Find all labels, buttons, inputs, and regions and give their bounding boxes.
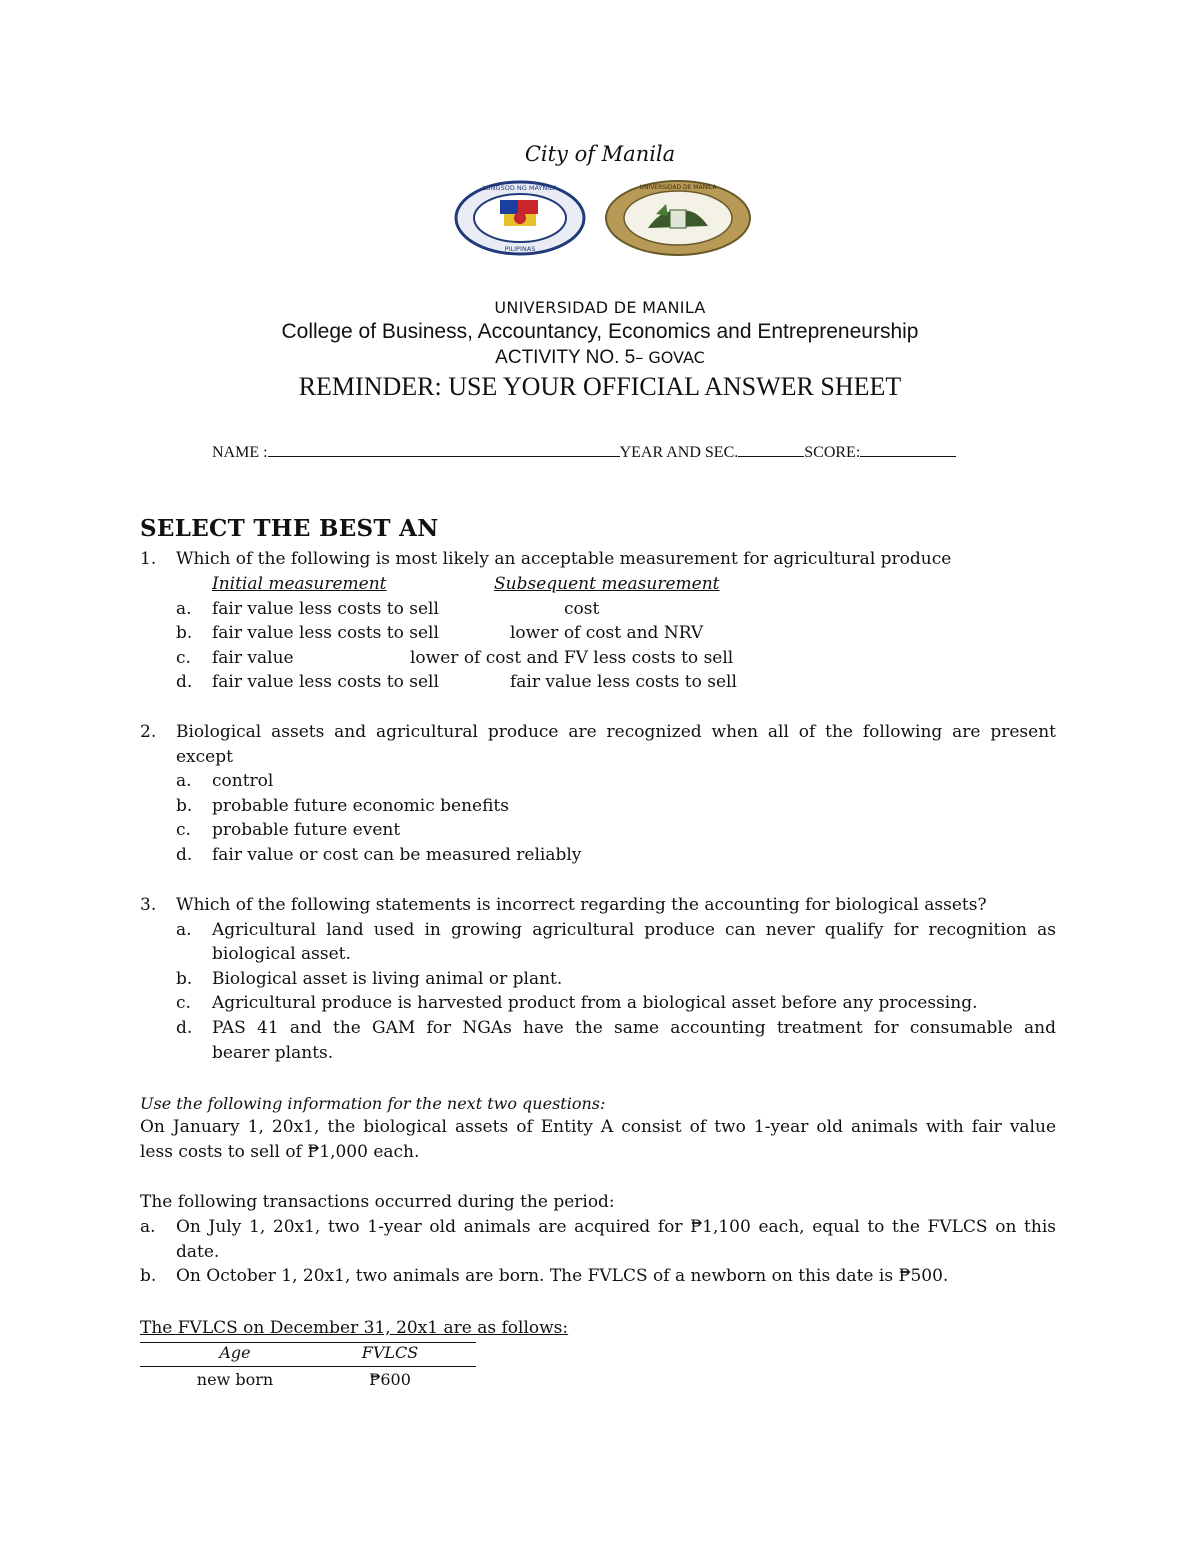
option-text: control — [212, 771, 274, 791]
option-letter: c. — [176, 820, 191, 840]
city-of-manila-seal-icon — [456, 182, 584, 254]
year-sec-field[interactable] — [738, 442, 804, 457]
svg-text:UNIVERSIDAD DE MANILA: UNIVERSIDAD DE MANILA — [639, 184, 717, 191]
option-initial: fair value less costs to sell — [212, 672, 439, 692]
svg-text:LUNGSOD NG MAYNILA: LUNGSOD NG MAYNILA — [482, 184, 558, 192]
option-initial: fair value less costs to sell — [212, 599, 439, 619]
svg-text:PILIPINAS: PILIPINAS — [504, 245, 536, 253]
name-field[interactable] — [268, 442, 620, 457]
option-letter: c. — [176, 993, 191, 1013]
question-text: Which of the following is most likely an acceptable measurement for agricultural produce — [176, 549, 952, 569]
transactions-intro: The following transactions occurred during the period: — [140, 1192, 615, 1212]
table-cell-age: new born — [196, 1370, 274, 1389]
option-text: probable future economic benefits — [212, 796, 509, 816]
option-letter: b. — [176, 969, 193, 989]
student-info-row — [212, 442, 956, 462]
name-label: NAME : — [212, 444, 268, 461]
info-paragraph: On January 1, 20x1, the biological assets of Entity A consist of two 1-year old animals with fair value — [140, 1117, 1056, 1137]
question-number: 2. — [140, 722, 157, 742]
college-name: College of Business, Accountancy, Economics and Entrepreneurship — [281, 320, 919, 343]
option-letter: d. — [176, 1018, 193, 1038]
question-text-cont: except — [176, 747, 233, 767]
info-intro: Use the following information for the next two questions: — [140, 1094, 606, 1113]
transaction-text: On July 1, 20x1, two 1-year old animals are acquired for ₱1,100 each, equal to the FVLCS on this — [176, 1217, 1056, 1237]
option-letter: d. — [176, 845, 193, 865]
option-letter: b. — [176, 796, 193, 816]
transaction-text-cont: date. — [176, 1242, 220, 1262]
option-text-cont: bearer plants. — [212, 1043, 334, 1063]
option-text: probable future event — [212, 820, 401, 840]
table-cell-fvlcs: ₱600 — [369, 1370, 411, 1389]
activity-sub: – GOVAC — [635, 348, 705, 367]
table-header-fvlcs: FVLCS — [361, 1343, 419, 1362]
universidad-de-manila-seal-icon — [606, 181, 750, 255]
option-text: Biological asset is living animal or plant. — [212, 969, 563, 989]
transaction-letter: b. — [140, 1266, 157, 1286]
column-header-initial: Initial measurement — [212, 574, 387, 594]
activity-main: ACTIVITY NO. 5 — [495, 347, 636, 368]
question-number: 3. — [140, 895, 157, 915]
option-letter: d. — [176, 672, 193, 692]
option-letter: b. — [176, 623, 193, 643]
option-initial: fair value less costs to sell — [212, 623, 439, 643]
transaction-text: On October 1, 20x1, two animals are born. The FVLCS of a newborn on this date is ₱500. — [176, 1266, 949, 1286]
city-title: City of Manila — [524, 142, 676, 166]
option-letter: a. — [176, 771, 192, 791]
question-text: Biological assets and agricultural produce are recognized when all of the following are present — [176, 722, 1056, 742]
university-name: UNIVERSIDAD DE MANILA — [494, 298, 706, 317]
option-text-cont: biological asset. — [212, 944, 351, 964]
section-title: SELECT THE BEST AN — [140, 515, 439, 542]
question-text: Which of the following statements is incorrect regarding the accounting for biological assets? — [176, 895, 987, 915]
option-subsequent: fair value less costs to sell — [510, 672, 737, 692]
activity-title — [0, 347, 1200, 369]
score-label: SCORE: — [804, 444, 861, 461]
column-header-subsequent: Subsequent measurement — [494, 574, 720, 594]
option-text: Agricultural land used in growing agricultural produce can never qualify for recognition as — [212, 920, 1056, 940]
logos — [452, 180, 762, 258]
fvlcs-caption: The FVLCS on December 31, 20x1 are as follows: — [140, 1318, 569, 1338]
option-initial: fair value — [212, 648, 294, 668]
transaction-letter: a. — [140, 1217, 156, 1237]
option-letter: a. — [176, 599, 192, 619]
info-paragraph-cont: less costs to sell of ₱1,000 each. — [140, 1142, 420, 1162]
option-text: PAS 41 and the GAM for NGAs have the same accounting treatment for consumable and — [212, 1018, 1056, 1038]
reminder-heading: REMINDER: USE YOUR OFFICIAL ANSWER SHEET — [298, 372, 902, 401]
year-sec-label: YEAR AND SEC. — [619, 444, 739, 461]
option-letter: c. — [176, 648, 191, 668]
question-number: 1. — [140, 549, 157, 569]
table-header-rule — [140, 1366, 476, 1367]
option-subsequent: lower of cost and FV less costs to sell — [410, 648, 734, 668]
table-header-age: Age — [219, 1343, 251, 1362]
option-subsequent: lower of cost and NRV — [510, 623, 704, 643]
option-text: fair value or cost can be measured reliably — [212, 845, 582, 865]
option-text: Agricultural produce is harvested product from a biological asset before any processing. — [212, 993, 978, 1013]
score-field[interactable] — [860, 442, 956, 457]
option-subsequent: cost — [564, 599, 600, 619]
option-letter: a. — [176, 920, 192, 940]
